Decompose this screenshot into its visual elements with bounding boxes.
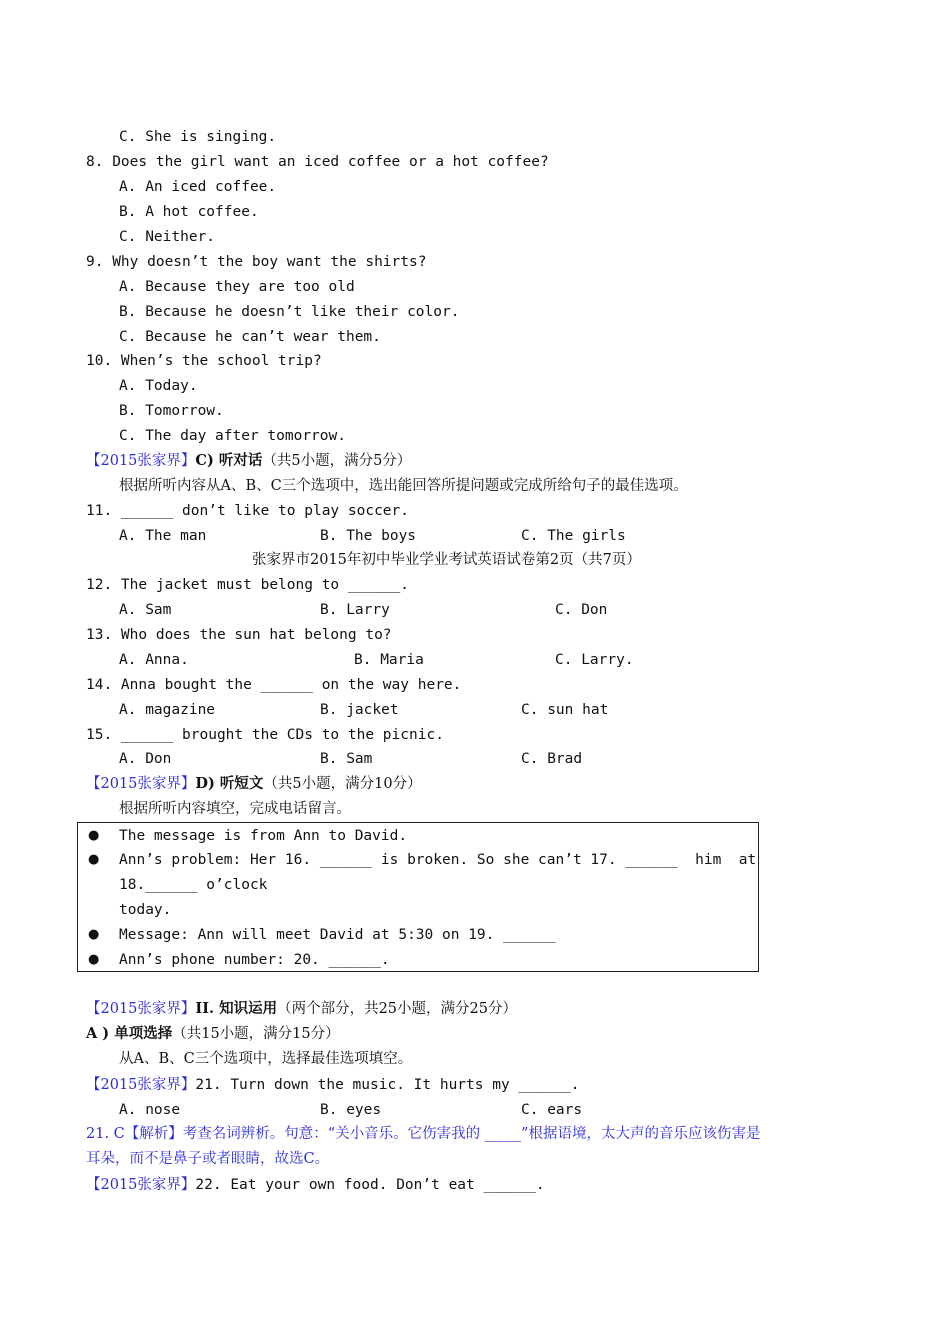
section-title: II. 知识运用	[195, 1000, 278, 1017]
section-note: （共5小题，满分10分）	[263, 776, 422, 792]
question-9: 9. Why doesn’t the boy want the shirts?	[86, 254, 427, 270]
question-13: 13. Who does the sun hat belong to?	[86, 627, 392, 643]
option-8b: B. A hot coffee.	[119, 204, 259, 220]
section-a-heading	[86, 1024, 340, 1044]
message-line-meet: Message: Ann will meet David at 5:30 on 19. ______	[119, 927, 556, 943]
question-15: 15. ______ brought the CDs to the picnic.	[86, 727, 444, 743]
option-14a: A. magazine	[119, 702, 216, 718]
option-10c: C. The day after tomorrow.	[119, 428, 346, 444]
option-13a: A. Anna.	[119, 652, 189, 668]
option-8a: A. An iced coffee.	[119, 179, 277, 195]
source-tag: 【2015张家界】	[86, 453, 196, 469]
answer-21-line-2: 耳朵，而不是鼻子或者眼睛，故选C。	[86, 1151, 330, 1167]
section-note: （共5小题，满分5分）	[262, 453, 412, 469]
section-title: D) 听短文	[195, 775, 264, 792]
message-line-problem: Ann’s problem: Her 16. ______ is broken. So she can’t 17. ______ him at	[119, 852, 757, 868]
option-15b: B. Sam	[320, 751, 373, 767]
section-c-heading	[86, 451, 411, 471]
message-line-phone: Ann’s phone number: 20. ______.	[119, 952, 390, 968]
bullet-icon: ●	[88, 927, 100, 942]
message-line-from: The message is from Ann to David.	[119, 828, 408, 844]
option-14c: C. sun hat	[521, 702, 609, 718]
section-d-heading	[86, 774, 422, 794]
source-tag: 【2015张家界】	[86, 776, 196, 792]
bullet-icon: ●	[88, 852, 100, 867]
option-11c: C. The girls	[521, 528, 626, 544]
section-ii-heading	[86, 999, 517, 1019]
option-12b: B. Larry	[320, 602, 390, 618]
question-text: 21. Turn down the music. It hurts my ______.	[195, 1077, 580, 1093]
option-12c: C. Don	[555, 602, 608, 618]
option-9b: B. Because he doesn’t like their color.	[119, 304, 460, 320]
option-7c: C. She is singing.	[119, 129, 277, 145]
section-d-instructions: 根据所听内容填空，完成电话留言。	[119, 801, 351, 817]
question-text: 22. Eat your own food. Don’t eat ______.	[195, 1177, 545, 1193]
page-footer: 张家界市2015年初中毕业学业考试英语试卷第2页（共7页）	[252, 552, 641, 568]
bullet-icon: ●	[88, 828, 100, 843]
question-10: 10. When’s the school trip?	[86, 353, 322, 369]
option-21b: B. eyes	[320, 1102, 382, 1118]
option-13b: B. Maria	[354, 652, 424, 668]
option-9c: C. Because he can’t wear them.	[119, 329, 381, 345]
source-tag: 【2015张家界】	[86, 1077, 196, 1093]
message-line-time: 18.______ o’clock	[119, 877, 268, 893]
question-21	[86, 1075, 580, 1095]
option-11a: A. The man	[119, 528, 207, 544]
section-note: （两个部分，共25小题，满分25分）	[277, 1001, 517, 1017]
option-8c: C. Neither.	[119, 229, 216, 245]
section-title: A ) 单项选择	[86, 1025, 173, 1042]
question-22	[86, 1175, 545, 1195]
option-21a: A. nose	[119, 1102, 181, 1118]
question-11: 11. ______ don’t like to play soccer.	[86, 503, 410, 519]
option-15c: C. Brad	[521, 751, 583, 767]
answer-21-line-1: 21. C【解析】考查名词辨析。句意：“关小音乐。它伤害我的 _____”根据语境，太大声的音乐应该伤害是	[86, 1126, 761, 1142]
question-8: 8. Does the girl want an iced coffee or a hot coffee?	[86, 154, 549, 170]
section-title: C) 听对话	[195, 452, 263, 469]
section-a-instructions: 从A、B、C三个选项中，选择最佳选项填空。	[119, 1051, 413, 1067]
bullet-icon: ●	[88, 952, 100, 967]
section-note: （共15小题，满分15分）	[172, 1026, 340, 1042]
option-10b: B. Tomorrow.	[119, 403, 224, 419]
question-14: 14. Anna bought the ______ on the way here.	[86, 677, 462, 693]
message-line-today: today.	[119, 902, 172, 918]
section-c-instructions: 根据所听内容从A、B、C三个选项中，选出能回答所提问题或完成所给句子的最佳选项。	[119, 478, 688, 494]
option-13c: C. Larry.	[555, 652, 634, 668]
option-9a: A. Because they are too old	[119, 279, 355, 295]
option-14b: B. jacket	[320, 702, 399, 718]
option-12a: A. Sam	[119, 602, 172, 618]
option-11b: B. The boys	[320, 528, 417, 544]
source-tag: 【2015张家界】	[86, 1177, 196, 1193]
source-tag: 【2015张家界】	[86, 1001, 196, 1017]
option-21c: C. ears	[521, 1102, 583, 1118]
option-15a: A. Don	[119, 751, 172, 767]
option-10a: A. Today.	[119, 378, 198, 394]
question-12: 12. The jacket must belong to ______.	[86, 577, 410, 593]
